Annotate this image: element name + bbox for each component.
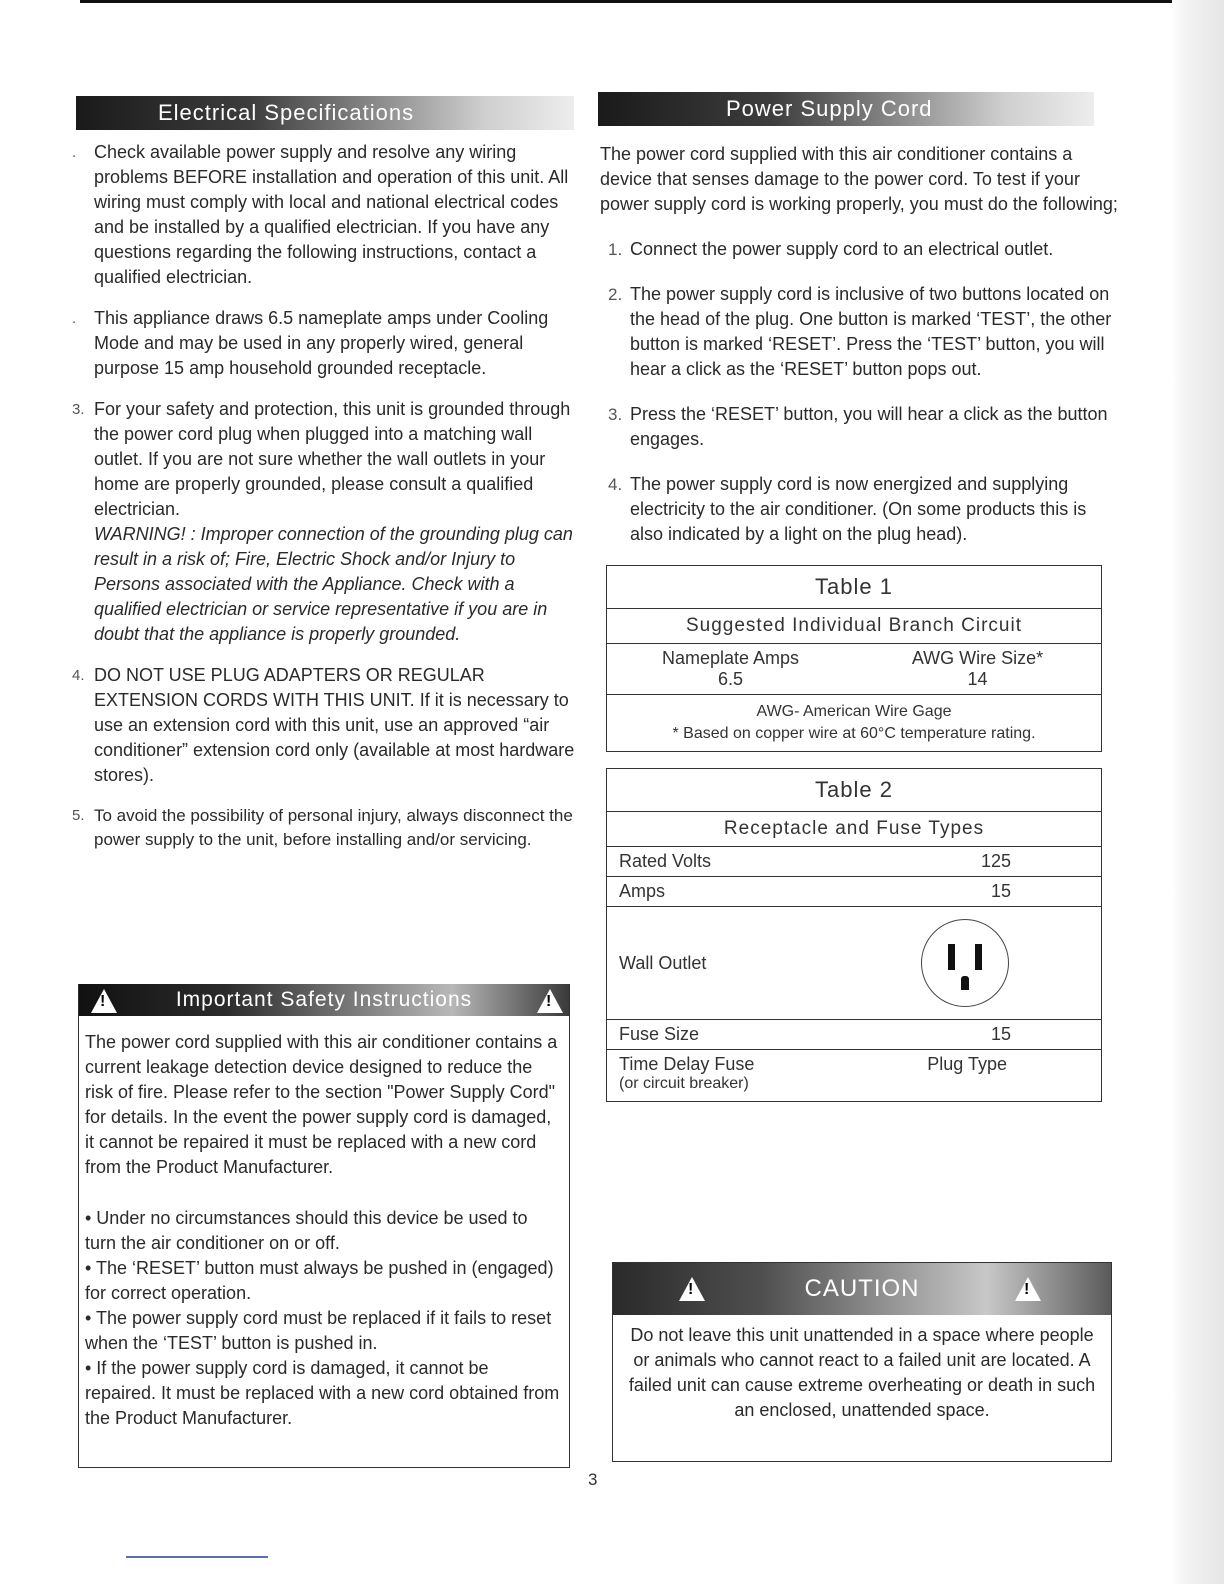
safety-bullet: • Under no circumstances should this device be used to turn the air conditioner on or off. — [85, 1208, 528, 1253]
list-item — [62, 397, 582, 647]
page-edge-shadow — [1172, 0, 1224, 1584]
list-item — [598, 402, 1118, 452]
bottom-rule — [126, 1556, 268, 1558]
page-number: 3 — [588, 1470, 598, 1489]
warning-icon: ! — [91, 989, 117, 1013]
caution-text: Do not leave this unit unattended in a space where people or animals who cannot react to a failed unit are located. A failed unit can cause extreme overheating or death in such an enclosed, unattended space. — [628, 1325, 1096, 1420]
important-safety-instructions-box — [78, 984, 570, 1468]
time-delay-sublabel: (or circuit breaker) — [619, 1075, 749, 1092]
wall-outlet-row — [607, 907, 1101, 1020]
list-number: 3. — [72, 401, 85, 418]
warning-icon: ! — [1015, 1277, 1041, 1301]
list-item-text: Check available power supply and resolve any wiring problems BEFORE installation and operation of this unit. All wiring must comply with local and national electrical codes and be installed by a qualified electrician. If you have any questions regarding the following instructions, contact a qualified electrician. — [94, 142, 569, 287]
safety-bullet: • If the power supply cord is damaged, it cannot be repaired. It must be replaced with a new cord obtained from the Product Manufacturer. — [85, 1358, 560, 1428]
safety-intro: The power cord supplied with this air conditioner contains a current leakage detection device designed to reduce the risk of fire. Please refer to the section "Power Supply Cord" for details. In the event the power supply cord is damaged, it cannot be repaired it must be replaced with a new cord from the Product Manufacturer. — [85, 1032, 558, 1177]
fuse-size-label: Fuse Size — [619, 1024, 700, 1044]
list-item-text: For your safety and protection, this unit is grounded through the power cord plug when plugged into a matching wall outlet. If you are not sure whether the wall outlets in your home are properly grounded, please consult a qualified electrician. — [94, 399, 571, 519]
time-delay-label: Time Delay Fuse — [619, 1054, 755, 1074]
electrical-specifications-heading: Electrical Specifications — [76, 96, 574, 130]
list-item-text: The power supply cord is inclusive of two buttons located on the head of the plug. One button is marked ‘TEST’, the other button is marked ‘RESET’. Press the ‘TEST’ button, you will hear a click as the ‘RESET’ button pops out. — [630, 284, 1112, 379]
outlet-slot — [975, 944, 982, 970]
table-2 — [606, 768, 1102, 1102]
list-item — [598, 282, 1118, 382]
rated-volts-label: Rated Volts — [619, 851, 712, 871]
warning-icon: ! — [537, 989, 563, 1013]
power-supply-cord-section — [598, 92, 1118, 1102]
rated-volts-value: 125 — [980, 851, 1011, 871]
time-delay-row — [607, 1050, 1101, 1101]
list-item-text: DO NOT USE PLUG ADAPTERS OR REGULAR EXTENSION CORDS WITH THIS UNIT. If it is necessary to use an extension cord with this unit, use an approved “air conditioner” extension cord only (available at most hardware stores). — [94, 665, 575, 785]
list-item — [62, 140, 582, 290]
safety-bullet: • The power supply cord must be replaced if it fails to reset when the ‘TEST’ button is pushed in. — [85, 1308, 552, 1353]
grounding-warning: WARNING! : Improper connection of the grounding plug can result in a risk of; Fire, Electric Shock and/or Injury to Persons associated with the Appliance. Check with a qualified electrician or service representative if you are in doubt that the appliance is properly grounded. — [94, 524, 573, 644]
amps-row — [607, 877, 1101, 907]
power-cord-steps — [598, 237, 1118, 547]
table-2-title: Table 2 — [607, 769, 1101, 812]
wall-outlet-label: Wall Outlet — [619, 952, 707, 973]
table-1-subtitle: Suggested Individual Branch Circuit — [607, 609, 1101, 644]
list-number: 2. — [608, 285, 623, 304]
table-1-title: Table 1 — [607, 566, 1101, 609]
list-number: 1. — [608, 240, 623, 259]
awg-wire-size-header: AWG Wire Size* — [911, 648, 1044, 668]
outlet-slot — [948, 944, 955, 970]
list-number: . — [72, 310, 77, 327]
power-supply-cord-heading: Power Supply Cord — [598, 92, 1094, 126]
table-1 — [606, 565, 1102, 752]
warning-icon: ! — [679, 1277, 705, 1301]
list-item — [62, 306, 582, 381]
table-1-notes — [607, 695, 1101, 751]
list-number: 3. — [608, 405, 623, 424]
list-item — [598, 472, 1118, 547]
wall-outlet-icon — [921, 919, 1009, 1007]
list-item — [62, 804, 582, 852]
power-cord-intro: The power cord supplied with this air conditioner contains a device that senses damage to the power cord. To test if your power supply cord is working properly, you must do the following; — [600, 144, 1118, 214]
caution-box — [612, 1262, 1112, 1462]
list-number: . — [72, 144, 77, 161]
nameplate-amps-value: 6.5 — [717, 669, 744, 689]
table-1-values — [607, 644, 1101, 695]
list-item — [598, 237, 1118, 262]
amps-value: 15 — [990, 881, 1011, 901]
awg-wire-size-value: 14 — [967, 669, 988, 689]
list-number: 5. — [72, 807, 85, 824]
safety-heading: Important Safety Instructions — [175, 988, 473, 1011]
safety-text — [79, 1016, 569, 1431]
caution-heading: CAUTION — [804, 1275, 920, 1302]
nameplate-amps-header: Nameplate Amps — [661, 648, 800, 668]
electrical-list — [62, 140, 582, 852]
electrical-specifications-section — [62, 96, 582, 868]
copper-wire-note: * Based on copper wire at 60°C temperature rating. — [672, 725, 1036, 742]
top-rule — [80, 0, 1180, 3]
rated-volts-row — [607, 847, 1101, 877]
outlet-ground-pin — [961, 976, 969, 990]
table-2-subtitle: Receptacle and Fuse Types — [607, 812, 1101, 847]
plug-type-label: Plug Type — [927, 1054, 1007, 1074]
list-number: 4. — [72, 667, 85, 684]
amps-label: Amps — [619, 881, 666, 901]
fuse-size-row — [607, 1020, 1101, 1050]
list-item-text: To avoid the possibility of personal injury, always disconnect the power supply to the unit, before installing and/or servicing. — [94, 806, 573, 849]
list-number: 4. — [608, 475, 623, 494]
list-item-text: Connect the power supply cord to an electrical outlet. — [630, 239, 1054, 259]
fuse-size-value: 15 — [990, 1024, 1011, 1044]
safety-bullet: • The ‘RESET’ button must always be pushed in (engaged) for correct operation. — [85, 1258, 554, 1303]
list-item-text: The power supply cord is now energized and supplying electricity to the air conditioner. (On some products this is also indicated by a light on the plug head). — [630, 474, 1087, 544]
awg-note: AWG- American Wire Gage — [756, 703, 952, 720]
safety-heading-band — [79, 984, 569, 1016]
list-item-text: Press the ‘RESET’ button, you will hear a click as the button engages. — [630, 404, 1108, 449]
caution-heading-band — [613, 1263, 1111, 1315]
list-item — [62, 663, 582, 788]
list-item-text: This appliance draws 6.5 nameplate amps under Cooling Mode and may be used in any properly wired, general purpose 15 amp household grounded receptacle. — [94, 308, 549, 378]
